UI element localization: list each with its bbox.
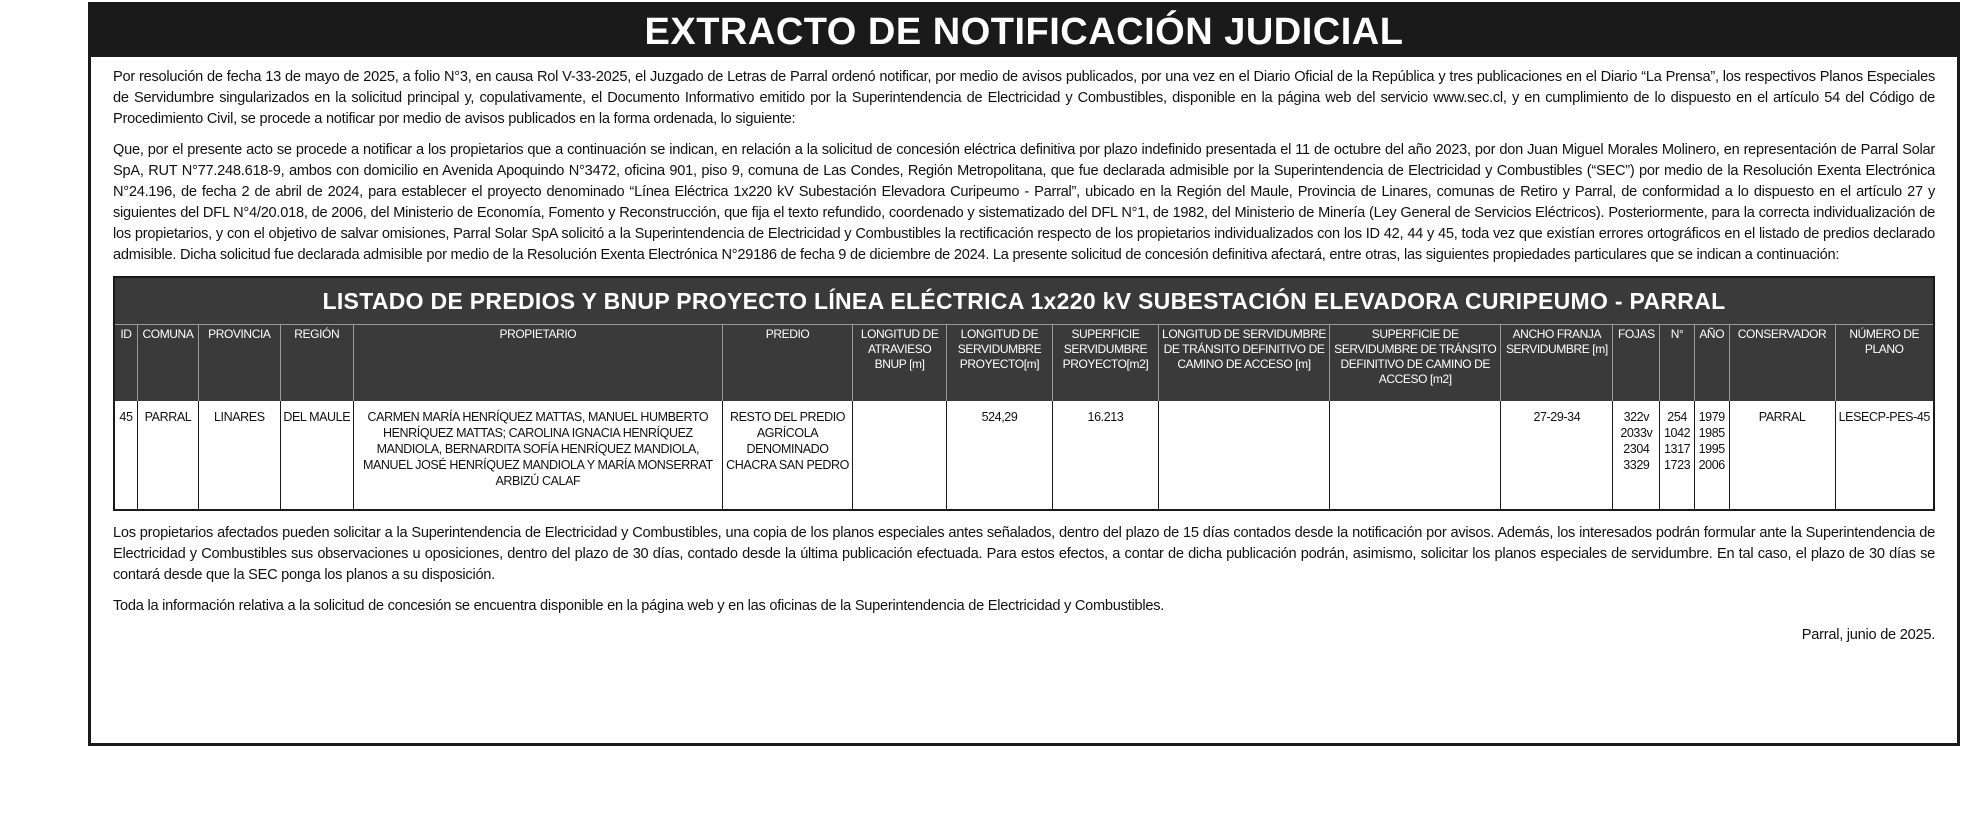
cell-longitud-transito	[1158, 401, 1329, 509]
paragraph-info-availability: Toda la información relativa a la solicitud de concesión se encuentra disponible en la página web y en las oficinas de la Superintendencia de Electricidad y Combustibles.	[113, 598, 1165, 614]
predios-table-container	[113, 276, 1935, 511]
header-numero-plano: NÚMERO DE PLANO	[1835, 325, 1933, 402]
header-ancho-franja: ANCHO FRANJA SERVIDUMBRE [m]	[1501, 325, 1613, 402]
header-longitud-bnup: LONGITUD DE ATRAVIESO BNUP [m]	[853, 325, 947, 402]
header-region: REGIÓN	[280, 325, 353, 402]
cell-propietario: CARMEN MARÍA HENRÍQUEZ MATTAS, MANUEL HUMBERTO HENRÍQUEZ MATTAS; CAROLINA IGNACIA HENRÍQUEZ MANDIOLA, BERNARDITA SOFÍA HENRÍQUEZ MANDIOLA, MANUEL JOSÉ HENRÍQUEZ MANDIOLA Y MARÍA MONSERRAT ARBIZÚ CALAF	[353, 401, 722, 509]
header-propietario: PROPIETARIO	[353, 325, 722, 402]
header-numero: N°	[1660, 325, 1695, 402]
anio-value: 1995	[1698, 442, 1725, 456]
header-superficie-transito: SUPERFICIE DE SERVIDUMBRE DE TRÁNSITO DEFINITIVO DE CAMINO DE ACCESO [m2]	[1330, 325, 1501, 402]
anio-value: 2006	[1698, 458, 1725, 472]
numero-value: 254	[1667, 410, 1687, 424]
cell-comuna: PARRAL	[137, 401, 198, 509]
cell-id: 45	[115, 401, 137, 509]
fojas-value: 3329	[1623, 458, 1650, 472]
notice-title: EXTRACTO DE NOTIFICACIÓN JUDICIAL	[91, 5, 1957, 57]
cell-region: DEL MAULE	[280, 401, 353, 509]
anio-value: 1985	[1698, 426, 1725, 440]
paragraph-resolution: Por resolución de fecha 13 de mayo de 2025, a folio N°3, en causa Rol V-33-2025, el Juzgado de Letras de Parral ordenó notificar, por medio de avisos publicados, por una vez en el Diario Oficial de la República y tres publicaciones en el Diario “La Prensa”, los respectivos Planos Especiales de Servidumbre singularizados en la solicitud principal y, copulativamente, el Documento Informativo emitido por la Superintendencia de Electricidad y Combustibles, disponible en la página web del servicio www.sec.cl, y en cumplimiento de lo dispuesto en el artículo 54 del Código de Procedimiento Civil, se procede a notificar por medio de avisos publicados en la forma ordenada, lo siguiente:	[113, 69, 1935, 127]
cell-predio: RESTO DEL PREDIO AGRÍCOLA DENOMINADO CHACRA SAN PEDRO	[722, 401, 852, 509]
numero-value: 1723	[1663, 458, 1691, 472]
numero-value: 1042	[1663, 426, 1691, 440]
header-provincia: PROVINCIA	[199, 325, 281, 402]
paragraph-owners-rights: Los propietarios afectados pueden solicitar a la Superintendencia de Electricidad y Combustibles, una copia de los planos especiales antes señalados, dentro del plazo de 15 días contados desde la notificación por avisos. Además, los interesados podrán formular ante la Superintendencia de Electricidad y Combustibles sus observaciones u oposiciones, dentro del plazo de 30 días, contado desde la última publicación efectuada. Para estos efectos, a contar de dicha publicación podrán, asimismo, solicitar los planos especiales de servidumbre. En tal caso, el plazo de 30 días se contará desde que la SEC ponga los planos a su disposición.	[113, 525, 1935, 583]
cell-conservador: PARRAL	[1729, 401, 1835, 509]
judicial-notice	[88, 2, 1960, 746]
cell-numero-plano: LESECP-PES-45	[1838, 410, 1930, 424]
predios-table	[115, 324, 1933, 509]
paragraph-notification: Que, por el presente acto se procede a notificar a los propietarios que a continuación se indican, en relación a la solicitud de concesión eléctrica definitiva por plazo indefinido presentada el 11 de octubre del año 2023, por don Juan Miguel Morales Molinero, en representación de Parral Solar SpA, RUT N°77.248.618-9, ambos con domicilio en Avenida Apoquindo N°3472, oficina 901, piso 9, comuna de Las Condes, Región Metropolitana, que fue declarada admisible por la Superintendencia de Electricidad y Combustibles (“SEC”) por medio de la Resolución Exenta Electrónica N°24.196, de fecha 2 de abril de 2024, para establecer el proyecto denominado “Línea Eléctrica 1x220 kV Subestación Elevadora Curipeumo - Parral”, ubicado en la Región del Maule, Provincia de Linares, comunas de Retiro y Parral, de conformidad a lo dispuesto en el artículo 27 y siguientes del DFL N°4/20.018, de 2006, del Ministerio de Economía, Fomento y Reconstrucción, que fija el texto refundido, coordenado y sistematizado del DFL N°1, de 1982, del Ministerio de Minería (Ley General de Servicios Eléctricos). Posteriormente, para la correcta individualización de los propietarios, y con el objetivo de salvar omisiones, Parral Solar SpA solicitó a la Superintendencia de Electricidad y Combustibles la rectificación respecto de los propietarios individualizados con los ID 42, 44 y 45, toda vez que existían errores ortográficos en el listado de predios declarado admisible. Dicha solicitud fue declarada admisible por medio de la Resolución Exenta Electrónica N°29186 de fecha 9 de diciembre de 2024. La presente solicitud de concesión definitiva afectará, entre otras, las siguientes propiedades particulares que se indican a continuación:	[113, 142, 1935, 263]
fojas-value: 2304	[1623, 442, 1650, 456]
numero-value: 1317	[1663, 442, 1691, 456]
header-id: ID	[115, 325, 137, 402]
table-title: LISTADO DE PREDIOS Y BNUP PROYECTO LÍNEA ELÉCTRICA 1x220 kV SUBESTACIÓN ELEVADORA CURIPEUMO - PARRAL	[115, 278, 1933, 324]
header-predio: PREDIO	[722, 325, 852, 402]
cell-provincia: LINARES	[199, 401, 281, 509]
cell-numero	[1660, 401, 1695, 509]
header-anio: AÑO	[1694, 325, 1729, 402]
cell-superficie: 16.213	[1052, 401, 1158, 509]
header-longitud-servidumbre: LONGITUD DE SERVIDUMBRE PROYECTO[m]	[947, 325, 1053, 402]
cell-longitud-servidumbre: 524,29	[947, 401, 1053, 509]
notice-body	[91, 57, 1957, 643]
cell-anio	[1694, 401, 1729, 509]
cell-longitud-bnup	[853, 401, 947, 509]
header-fojas: FOJAS	[1613, 325, 1660, 402]
table-row	[115, 401, 1933, 509]
cell-fojas	[1613, 401, 1660, 509]
cell-ancho-franja: 27-29-34	[1501, 401, 1613, 509]
signature-date: Parral, junio de 2025.	[1801, 627, 1935, 643]
fojas-value: 2033v	[1620, 426, 1653, 440]
header-longitud-transito: LONGITUD DE SERVIDUMBRE DE TRÁNSITO DEFINITIVO DE CAMINO DE ACCESO [m]	[1158, 325, 1329, 402]
fojas-value: 322v	[1623, 410, 1650, 424]
cell-superficie-transito	[1330, 401, 1501, 509]
header-comuna: COMUNA	[137, 325, 198, 402]
header-conservador: CONSERVADOR	[1729, 325, 1835, 402]
table-header-row	[115, 325, 1933, 402]
header-superficie: SUPERFICIE SERVIDUMBRE PROYECTO[m2]	[1052, 325, 1158, 402]
anio-value: 1979	[1698, 410, 1725, 424]
